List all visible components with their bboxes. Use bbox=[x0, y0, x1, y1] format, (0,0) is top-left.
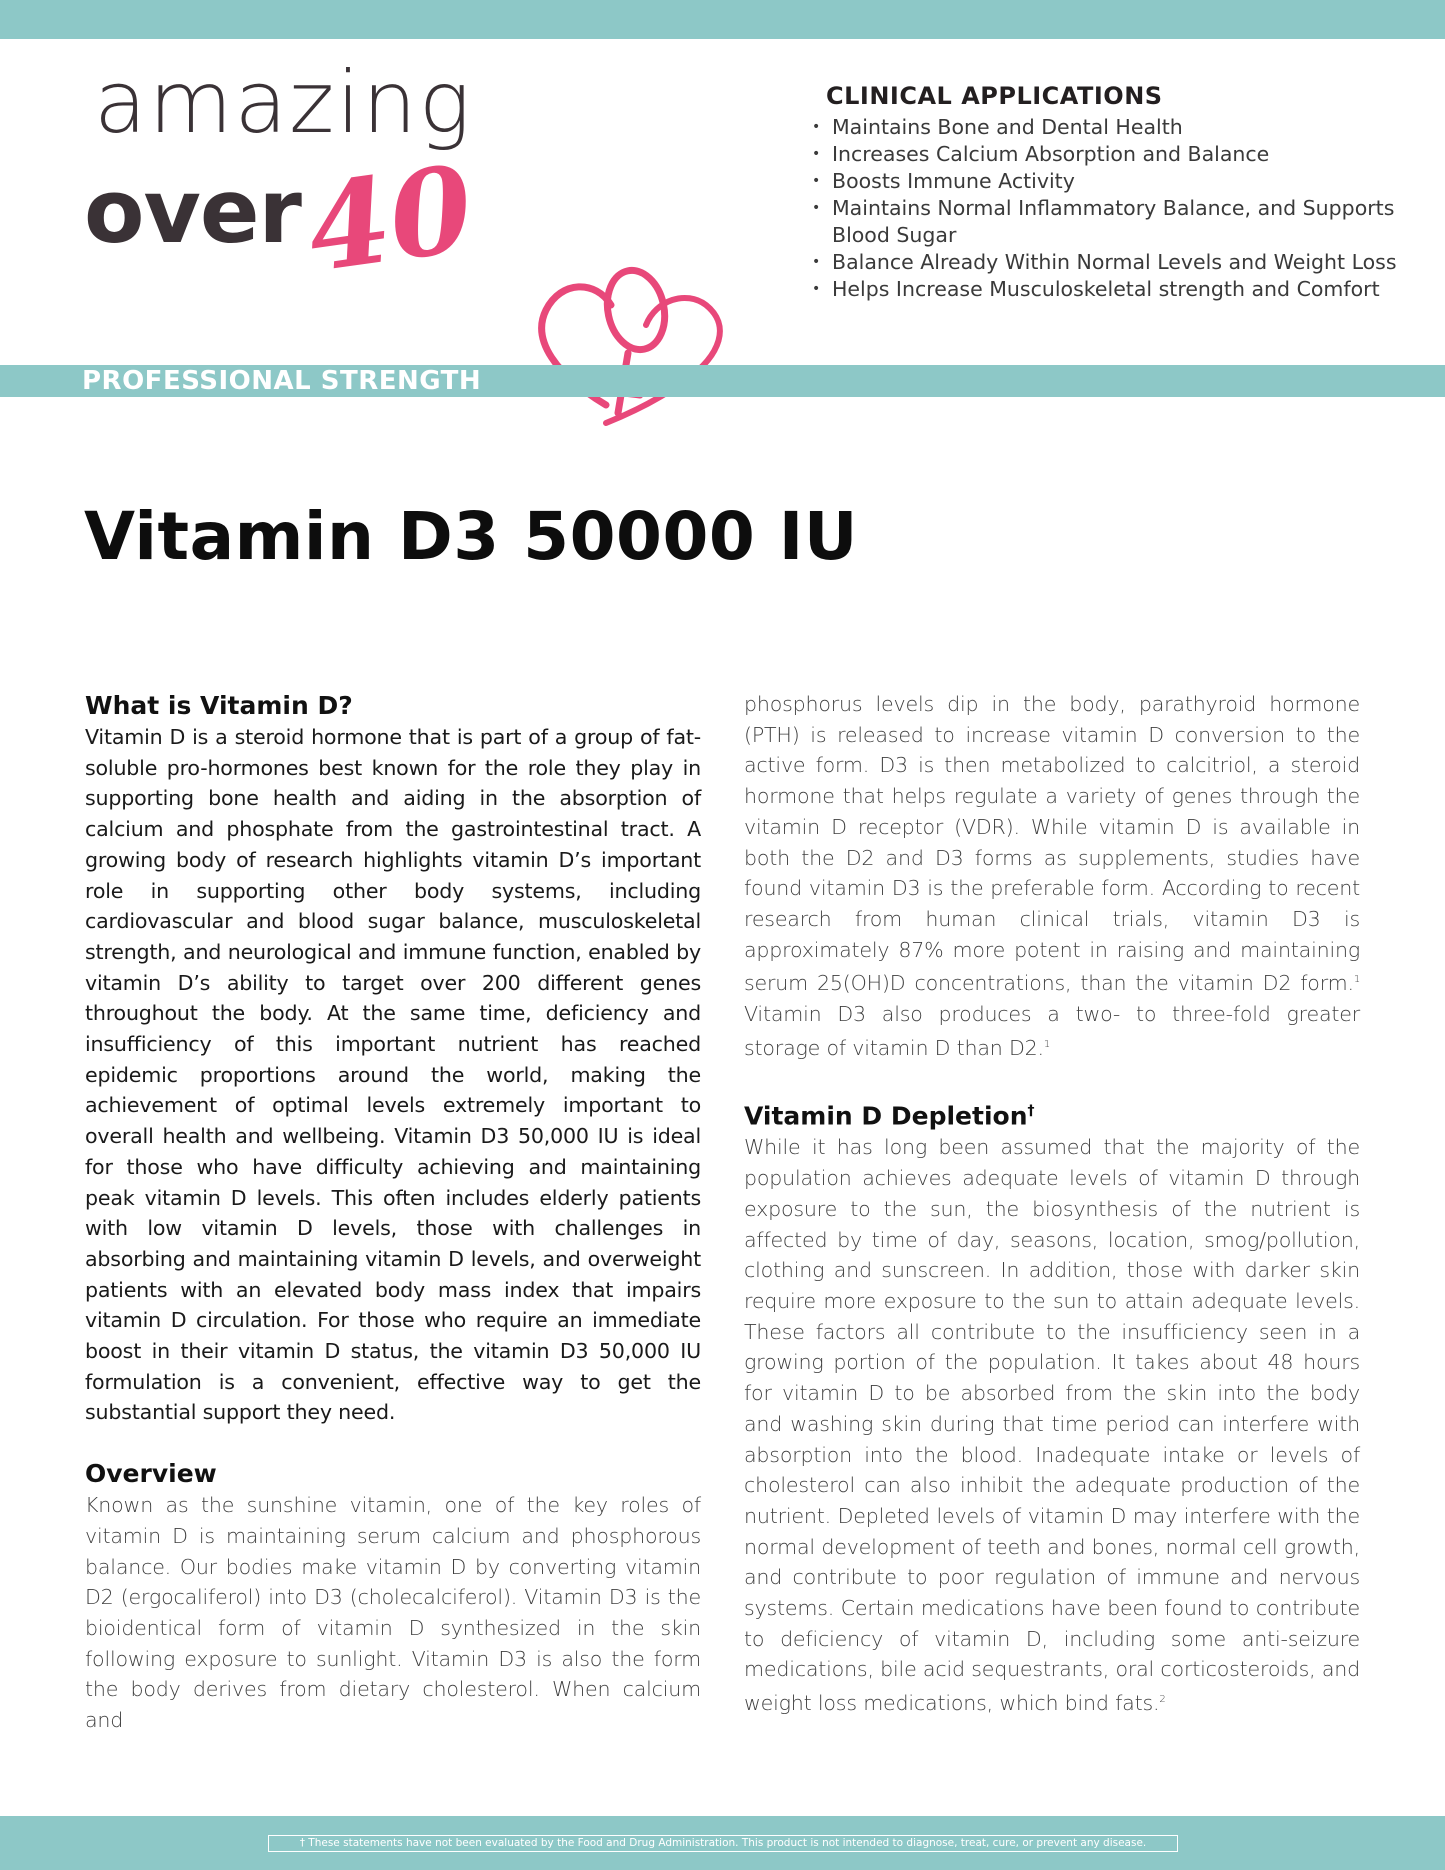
clinical-heading: CLINICAL APPLICATIONS bbox=[826, 82, 1163, 110]
top-accent-bar bbox=[0, 0, 1445, 39]
list-item: • Maintains Normal Inflammatory Balance, and Supports Blood Sugar bbox=[808, 195, 1408, 249]
overview-body-right bbox=[744, 689, 1360, 1063]
clinical-applications bbox=[808, 82, 1408, 303]
list-item: • Maintains Bone and Dental Health bbox=[808, 114, 1408, 141]
overview-heading: Overview bbox=[85, 1459, 217, 1489]
overview-text-b: Vitamin D3 also produces a two- to three-fold greater storage of vitamin D than D2. bbox=[744, 1001, 1360, 1060]
female-heart-emblem-icon bbox=[536, 255, 766, 435]
brand-logo bbox=[80, 53, 500, 340]
list-item: • Increases Calcium Absorption and Balance bbox=[808, 141, 1408, 168]
reference-marker: 2 bbox=[1159, 1694, 1166, 1706]
what-is-body: Vitamin D is a steroid hormone that is part of a group of fat-soluble pro-hormones best known for the role they play in supporting bone health and aiding in the absorption of calcium and phosphate from the gastrointestinal tract. A growing body of research highlights vitamin D’s important role in supporting other body systems, including cardiovascular and blood sugar balance, musculoskeletal strength, and neurological and immune function, enabled by vitamin D’s ability to target over 200 different genes throughout the body. At the same time, deficiency and insufficiency of this important nutrient has reached epidemic proportions around the world, making the achievement of optimal levels extremely important to overall health and wellbeing. Vitamin D3 50,000 IU is ideal for those who have difficulty achieving and maintaining peak vitamin D levels. This often includes elderly patients with low vitamin D levels, those with challenges in absorbing and maintaining vitamin D levels, and overweight patients with an elevated body mass index that impairs vitamin D circulation. For those who require an immediate boost in their vitamin D status, the vitamin D3 50,000 IU formulation is a convenient, effective way to get the substantial support they need. bbox=[85, 725, 701, 1425]
list-item: • Balance Already Within Normal Levels and Weight Loss bbox=[808, 249, 1408, 276]
depletion-text: While it has long been assumed that the majority of the population achieves adequate levels of vitamin D through exposure to the sun, the biosynthesis of the nutrient is affected by time of day, seasons, location, smog/pollution, clothing and sunscreen. In addition, those with darker skin require more exposure to the sun to attain adequate levels. These factors all contribute to the insufficiency seen in a growing portion of the population. It takes about 48 hours for vitamin D to be absorbed from the skin into the body and washing skin during that time period can interfere with absorption into the blood. Inadequate intake or levels of cholesterol can also inhibit the adequate production of the nutrient. Depleted levels of vitamin D may interfere with the normal development of teeth and bones, normal cell growth, and contribute to poor regulation of immune and nervous systems. Certain medications have been found to contribute to deficiency of vitamin D, including some anti-seizure medications, bile acid sequestrants, oral corticosteroids, and weight loss medications, which bind fats. bbox=[744, 1135, 1360, 1715]
what-is-heading: What is Vitamin D? bbox=[85, 691, 353, 720]
left-column bbox=[85, 690, 701, 1736]
dagger-mark: † bbox=[1027, 1103, 1035, 1120]
right-column bbox=[744, 689, 1360, 1719]
reference-marker: 1 bbox=[1043, 1038, 1051, 1050]
list-item: • Helps Increase Musculoskeletal strength and Comfort bbox=[808, 276, 1408, 303]
reference-marker: 1 bbox=[1353, 974, 1360, 986]
clinical-list bbox=[808, 114, 1408, 303]
overview-body-left: Known as the sunshine vitamin, one of the key roles of vitamin D is maintaining serum calcium and phosphorous balance. Our bodies make vitamin D by converting vitamin D2 (ergocaliferol) into D3 (cholecalciferol). Vitamin D3 is the bioidentical form of vitamin D synthesized in the skin following exposure to sunlight. Vitamin D3 is also the form the body derives from dietary cholesterol. When calcium and bbox=[85, 1493, 701, 1733]
logo-number-40: 40 bbox=[299, 138, 482, 299]
logo-word-over: over bbox=[84, 160, 301, 263]
depletion-heading bbox=[744, 1095, 1360, 1132]
depletion-body bbox=[744, 1132, 1360, 1718]
list-item: • Boosts Immune Activity bbox=[808, 168, 1408, 195]
page-title: Vitamin D3 50000 IU bbox=[84, 498, 858, 575]
logo-word-amazing: amazing bbox=[94, 53, 473, 153]
professional-strength-label: PROFESSIONAL STRENGTH bbox=[82, 366, 482, 396]
depletion-heading-text: Vitamin D Depletion bbox=[744, 1101, 1028, 1131]
fda-disclaimer: † These statements have not been evaluated by the Food and Drug Administration. This product is not intended to diagnose, treat, cure, or prevent any disease. bbox=[268, 1835, 1178, 1852]
overview-text-a: phosphorus levels dip in the body, parathyroid hormone (PTH) is released to increase vitamin D conversion to the active form. D3 is then metabolized to calcitriol, a steroid hormone that helps regulate a variety of genes through the vitamin D receptor (VDR). While vitamin D is available in both the D2 and D3 forms as supplements, studies have found vitamin D3 is the preferable form. According to recent research from human clinical trials, vitamin D3 is approximately 87% more potent in raising and maintaining serum 25(OH)D concentrations, than the vitamin D2 form. bbox=[744, 692, 1360, 996]
